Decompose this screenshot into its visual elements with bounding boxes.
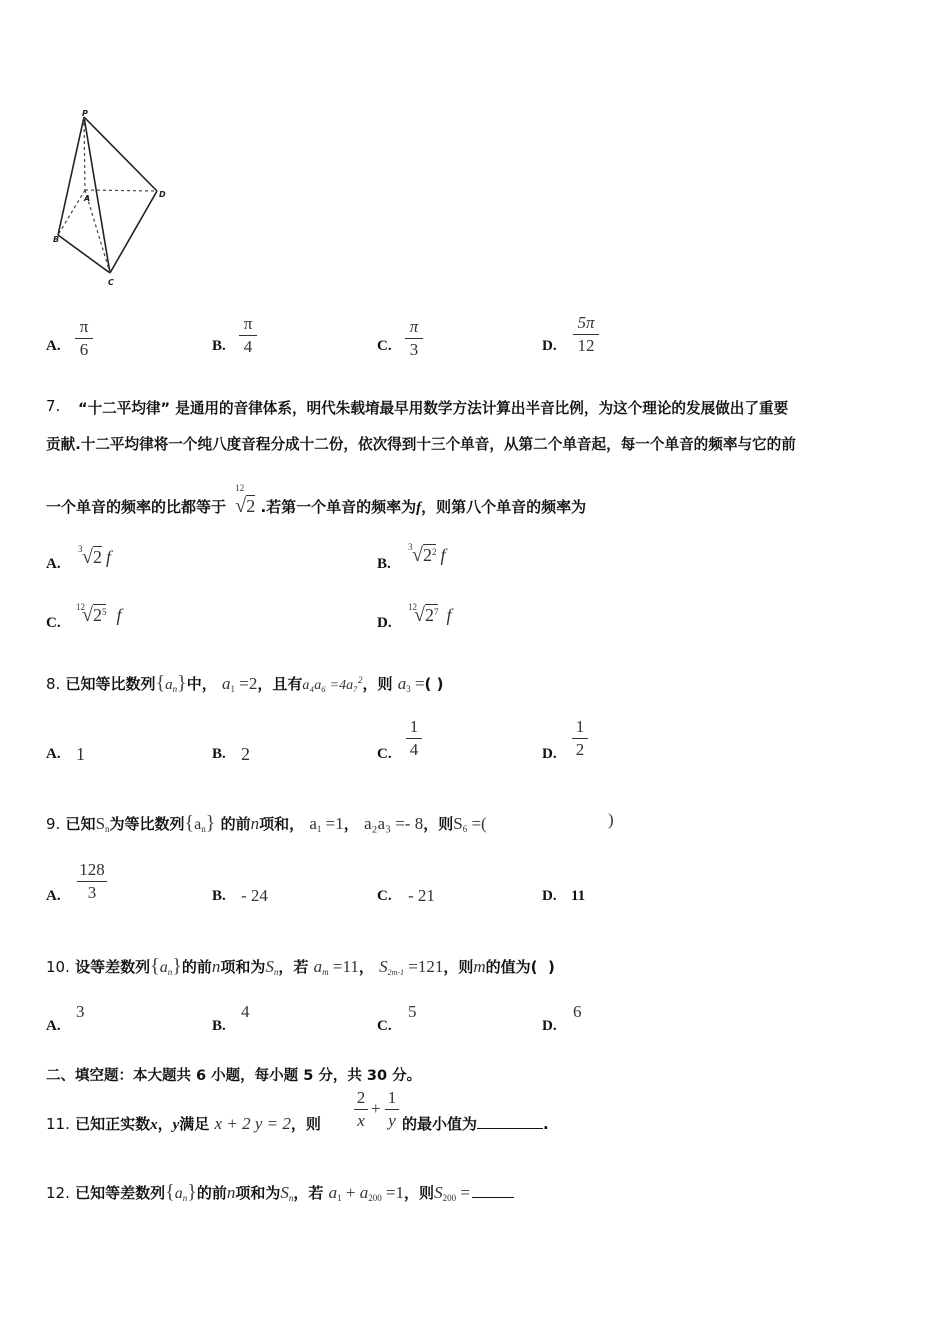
q10-option-a-value: 3	[76, 1002, 85, 1021]
q11-tail	[402, 1113, 549, 1134]
q12-number: 12.	[46, 1184, 70, 1202]
pyramid-figure	[50, 105, 180, 290]
question-9	[46, 808, 487, 844]
q8-sequence: $\{a_n\}$	[155, 672, 187, 694]
section-2-heading: 二、填空题：本大题共 6 小题，每小题 5 分，共 30 分。	[46, 1068, 422, 1084]
q9-sum: $S_n$	[95, 814, 110, 834]
q7-line3-text-c: ，则第八个单音的频率为	[421, 498, 587, 516]
q7-option-b-letter: B.	[377, 556, 391, 572]
q8-text-1: 已知等比数列	[65, 675, 156, 693]
q9-option-d-letter: D.	[542, 888, 557, 904]
q6-option-d-letter: D.	[542, 338, 557, 354]
edge-CD	[110, 191, 157, 273]
q7-f: f	[416, 500, 422, 516]
q12-text-2: 的前	[196, 1184, 227, 1202]
q10-option-a-letter: A.	[46, 1018, 61, 1034]
q9-number: 9.	[46, 815, 61, 833]
q7-line3-text-b: .若第一个单音的频率为	[260, 498, 417, 516]
q10-text-2: 的前	[181, 958, 212, 976]
q10-condition-2: $S_{2m-1} =121$	[379, 957, 444, 977]
q11-fraction-1: 2 x	[354, 1088, 368, 1131]
q9-text-1: 已知	[65, 815, 96, 833]
q6-option-c-letter: C.	[377, 338, 392, 354]
q11-text-2: 满足	[179, 1115, 210, 1133]
q12-answer-blank[interactable]	[472, 1197, 514, 1198]
q12-target: $S_{200}$ =	[434, 1183, 470, 1203]
q10-option-d-value: 6	[573, 1002, 582, 1021]
q10-sequence: $\{a_n\}$	[150, 955, 182, 977]
label-C: C	[108, 278, 114, 287]
q8-text-4: ，则	[362, 675, 393, 693]
q11-text-4: 的最小值为	[402, 1115, 478, 1133]
q11-end: .	[543, 1115, 549, 1133]
q8-text-3: ，且有	[257, 675, 303, 693]
q12-n: n	[226, 1183, 236, 1202]
q10-option-b-letter: B.	[212, 1018, 226, 1034]
q11-text-3: ，则	[290, 1115, 321, 1133]
q6-option-b-value: π 4	[239, 314, 257, 357]
q9-sequence: $\{a_n\}$	[184, 812, 216, 834]
label-D: D	[159, 190, 166, 199]
q9-option-c-letter: C.	[377, 888, 392, 904]
q7-option-c-letter: C.	[46, 615, 61, 631]
q12-text-1: 已知等差数列	[75, 1184, 166, 1202]
q11-x: x	[150, 1117, 158, 1133]
q9-condition-2: a₂a₃ =- 8	[364, 814, 424, 833]
question-10	[46, 951, 555, 988]
q8-option-c-value: 1 4	[406, 717, 422, 760]
q9-n: n	[250, 814, 260, 833]
q9-option-b-letter: B.	[212, 888, 226, 904]
q7-line3	[46, 483, 587, 518]
q6-option-c-value: π 3	[405, 317, 423, 360]
q9-target: $S_6$ =(	[453, 814, 487, 834]
q12-text-3: 项和为	[235, 1184, 281, 1202]
q8-option-c-letter: C.	[377, 746, 392, 762]
q10-option-c-letter: C.	[377, 1018, 392, 1034]
q9-condition-1: $a_1 =1$	[309, 814, 344, 834]
q8-option-a-letter: A.	[46, 746, 61, 762]
q12-condition: $a_1 + a_{200} =1$	[328, 1183, 405, 1203]
q10-text-3: 项和为	[220, 958, 266, 976]
q9-option-a-letter: A.	[46, 888, 61, 904]
edge-AB	[58, 190, 85, 235]
q7-line3-text-a: 一个单音的频率的比都等于	[46, 498, 227, 516]
q11-plus: +	[371, 1099, 381, 1118]
q10-text-7: )	[547, 958, 555, 976]
q11-number: 11.	[46, 1115, 70, 1133]
q10-option-d-letter: D.	[542, 1018, 557, 1034]
q7-option-b-value: 3 $√2^2$ f	[408, 542, 446, 566]
label-P: P	[82, 109, 88, 118]
q8-target: $a_3$ =	[397, 674, 425, 694]
q11-condition: x + 2 y = 2	[214, 1114, 291, 1133]
q10-option-b-value: 4	[241, 1002, 250, 1021]
q8-condition-2: a₄a₆ =4a₇$^2$	[302, 675, 363, 693]
q11-text-1: 已知正实数	[75, 1115, 151, 1133]
q9-option-d-value: 11	[571, 888, 586, 904]
q10-option-c-value: 5	[408, 1002, 417, 1021]
q8-option-d-value: 1 2	[572, 717, 588, 760]
q12-text-4: ，若	[293, 1184, 324, 1202]
q7-line1: “十二平均律” 是通用的音律体系，明代朱载堉最早用数学方法计算出半音比例，为这个理论的发展做出了重要	[78, 400, 789, 417]
edge-PA	[84, 117, 85, 190]
q10-text-1: 设等差数列	[75, 958, 151, 976]
q11-y: y	[172, 1117, 180, 1133]
question-8	[46, 665, 443, 704]
q8-option-d-letter: D.	[542, 746, 557, 762]
q7-option-a-letter: A.	[46, 556, 61, 572]
q6-option-b-letter: B.	[212, 338, 226, 354]
q12-sequence: $\{a_n\}$	[165, 1181, 197, 1203]
q8-option-a-value: 1	[76, 744, 85, 764]
question-12	[46, 1177, 514, 1213]
q10-n: n	[211, 957, 221, 976]
q10-text-6: 的值为(	[485, 958, 538, 976]
q10-text-4: ，若	[278, 958, 309, 976]
q9-option-c-value: - 21	[408, 886, 435, 905]
q9-text-4: 项和，	[259, 815, 305, 833]
q6-option-a-letter: A.	[46, 338, 61, 354]
q10-condition-1: $a_m =11$	[313, 957, 359, 977]
q9-text-2: 为等比数列	[109, 815, 185, 833]
edge-BC	[58, 235, 110, 273]
q9-text-5: ，则	[423, 815, 454, 833]
q10-number: 10.	[46, 958, 70, 976]
q8-text-2: 中，	[186, 675, 217, 693]
q11-comma: ，	[157, 1115, 173, 1133]
edge-PB	[58, 117, 84, 235]
q10-separator: ，	[358, 958, 374, 976]
q7-number: 7.	[46, 397, 61, 415]
q8-condition-1: $a_1 =2$	[222, 674, 258, 694]
q12-text-5: ，则	[404, 1184, 435, 1202]
q8-text-5: ( )	[424, 675, 444, 693]
q8-option-b-value: 2	[241, 744, 250, 764]
q12-sum: $S_n$	[280, 1183, 294, 1203]
q10-sum: $S_n$	[265, 957, 279, 977]
q11-answer-blank[interactable]	[477, 1128, 543, 1129]
q6-option-a-value: π 6	[75, 317, 93, 360]
q8-number: 8.	[46, 675, 61, 693]
q7-option-d-value: 12 $√2^7$ f	[408, 602, 452, 626]
q6-option-d-value: 5π 12	[573, 313, 599, 356]
question-11	[46, 1113, 321, 1134]
q9-option-b-value: - 24	[241, 886, 268, 905]
q8-option-b-letter: B.	[212, 746, 226, 762]
q7-option-c-value: 12 $√2^5$ f	[76, 602, 122, 626]
q10-text-5: ，则	[443, 958, 474, 976]
label-B: B	[53, 235, 60, 244]
q7-radical: 12 √2	[235, 483, 256, 517]
q7-line2: 贡献.十二平均律将一个纯八度音程分成十二份，依次得到十三个单音，从第二个单音起，每一个单音的频率与它的前	[46, 436, 796, 453]
q7-option-a-value: 3 √2 f	[78, 544, 111, 568]
label-A: A	[84, 194, 91, 203]
q9-text-3: 的前	[220, 815, 251, 833]
q10-m: m	[473, 957, 486, 976]
q11-fraction-2: 1 y	[385, 1088, 399, 1131]
q9-close-paren: )	[608, 810, 614, 829]
q9-separator: ，	[343, 815, 359, 833]
q7-option-d-letter: D.	[377, 615, 392, 631]
q9-option-a-value: 128 3	[77, 860, 107, 903]
